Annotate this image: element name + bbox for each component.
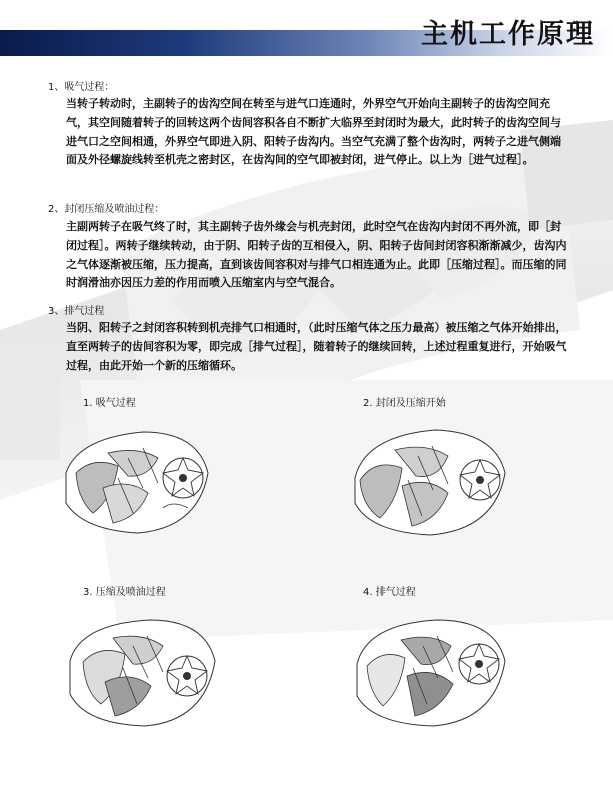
rotor-diagram-compression [55, 606, 225, 736]
section-1-body: 当转子转动时，主副转子的齿沟空间在转至与进气口连通时，外界空气开始向主副转子的齿沟空间充气，其空间随着转子的回转这两个齿间容积各自不断扩大临界至封闭时为最大，此时转子的齿沟空间与进气口之空间相通，外界空气即进入阴、阳转子齿沟内。当空气充满了整个齿沟时，两转子之进气侧端面及外径螺旋线转至机壳之密封区，在齿沟间的空气即被封闭，进气停止。以上为［进气过程］。 [66, 97, 561, 167]
rotor-diagram-sealing [340, 418, 515, 543]
section-1-heading: 1、吸气过程： [48, 82, 115, 93]
rotor-diagram-discharge [345, 606, 515, 736]
figure-3-caption: 3. 压缩及喷油过程 [83, 587, 166, 598]
figure-2-caption: 2. 封闭及压缩开始 [363, 398, 446, 409]
page-title: 主机工作原理 [421, 19, 595, 50]
section-3-body: 当阴、阳转子之封闭容积转到机壳排气口相通时，（此时压缩气体之压力最高）被压缩之气体开始排出，直至两转子的齿间容积为零，即完成［排气过程］，随着转子的继续回转，上述过程重复进行，开始吸气过程，由此开始一个新的压缩循环。 [66, 321, 567, 372]
section-3-heading: 3、排气过程 [48, 306, 105, 317]
figure-1-caption: 1. 吸气过程 [83, 398, 136, 409]
figure-4-caption: 4. 排气过程 [363, 587, 416, 598]
section-2-body: 主副两转子在吸气终了时，其主副转子齿外缘会与机壳封闭，此时空气在齿沟内封闭不再外流，即［封闭过程］。两转子继续转动，由于阴、阳转子齿的互相侵入，阴、阳转子齿间封闭容积渐渐减少，齿沟内之气体逐渐被压缩，压力提高，直到该齿间容积对与排气口相连通为止。此即［压缩过程］。而压缩的同时润滑油亦因压力差的作用而喷入压缩室内与空气混合。 [66, 220, 567, 290]
section-2-heading: 2、封闭压缩及喷油过程： [48, 204, 165, 215]
rotor-diagram-intake [48, 418, 218, 543]
